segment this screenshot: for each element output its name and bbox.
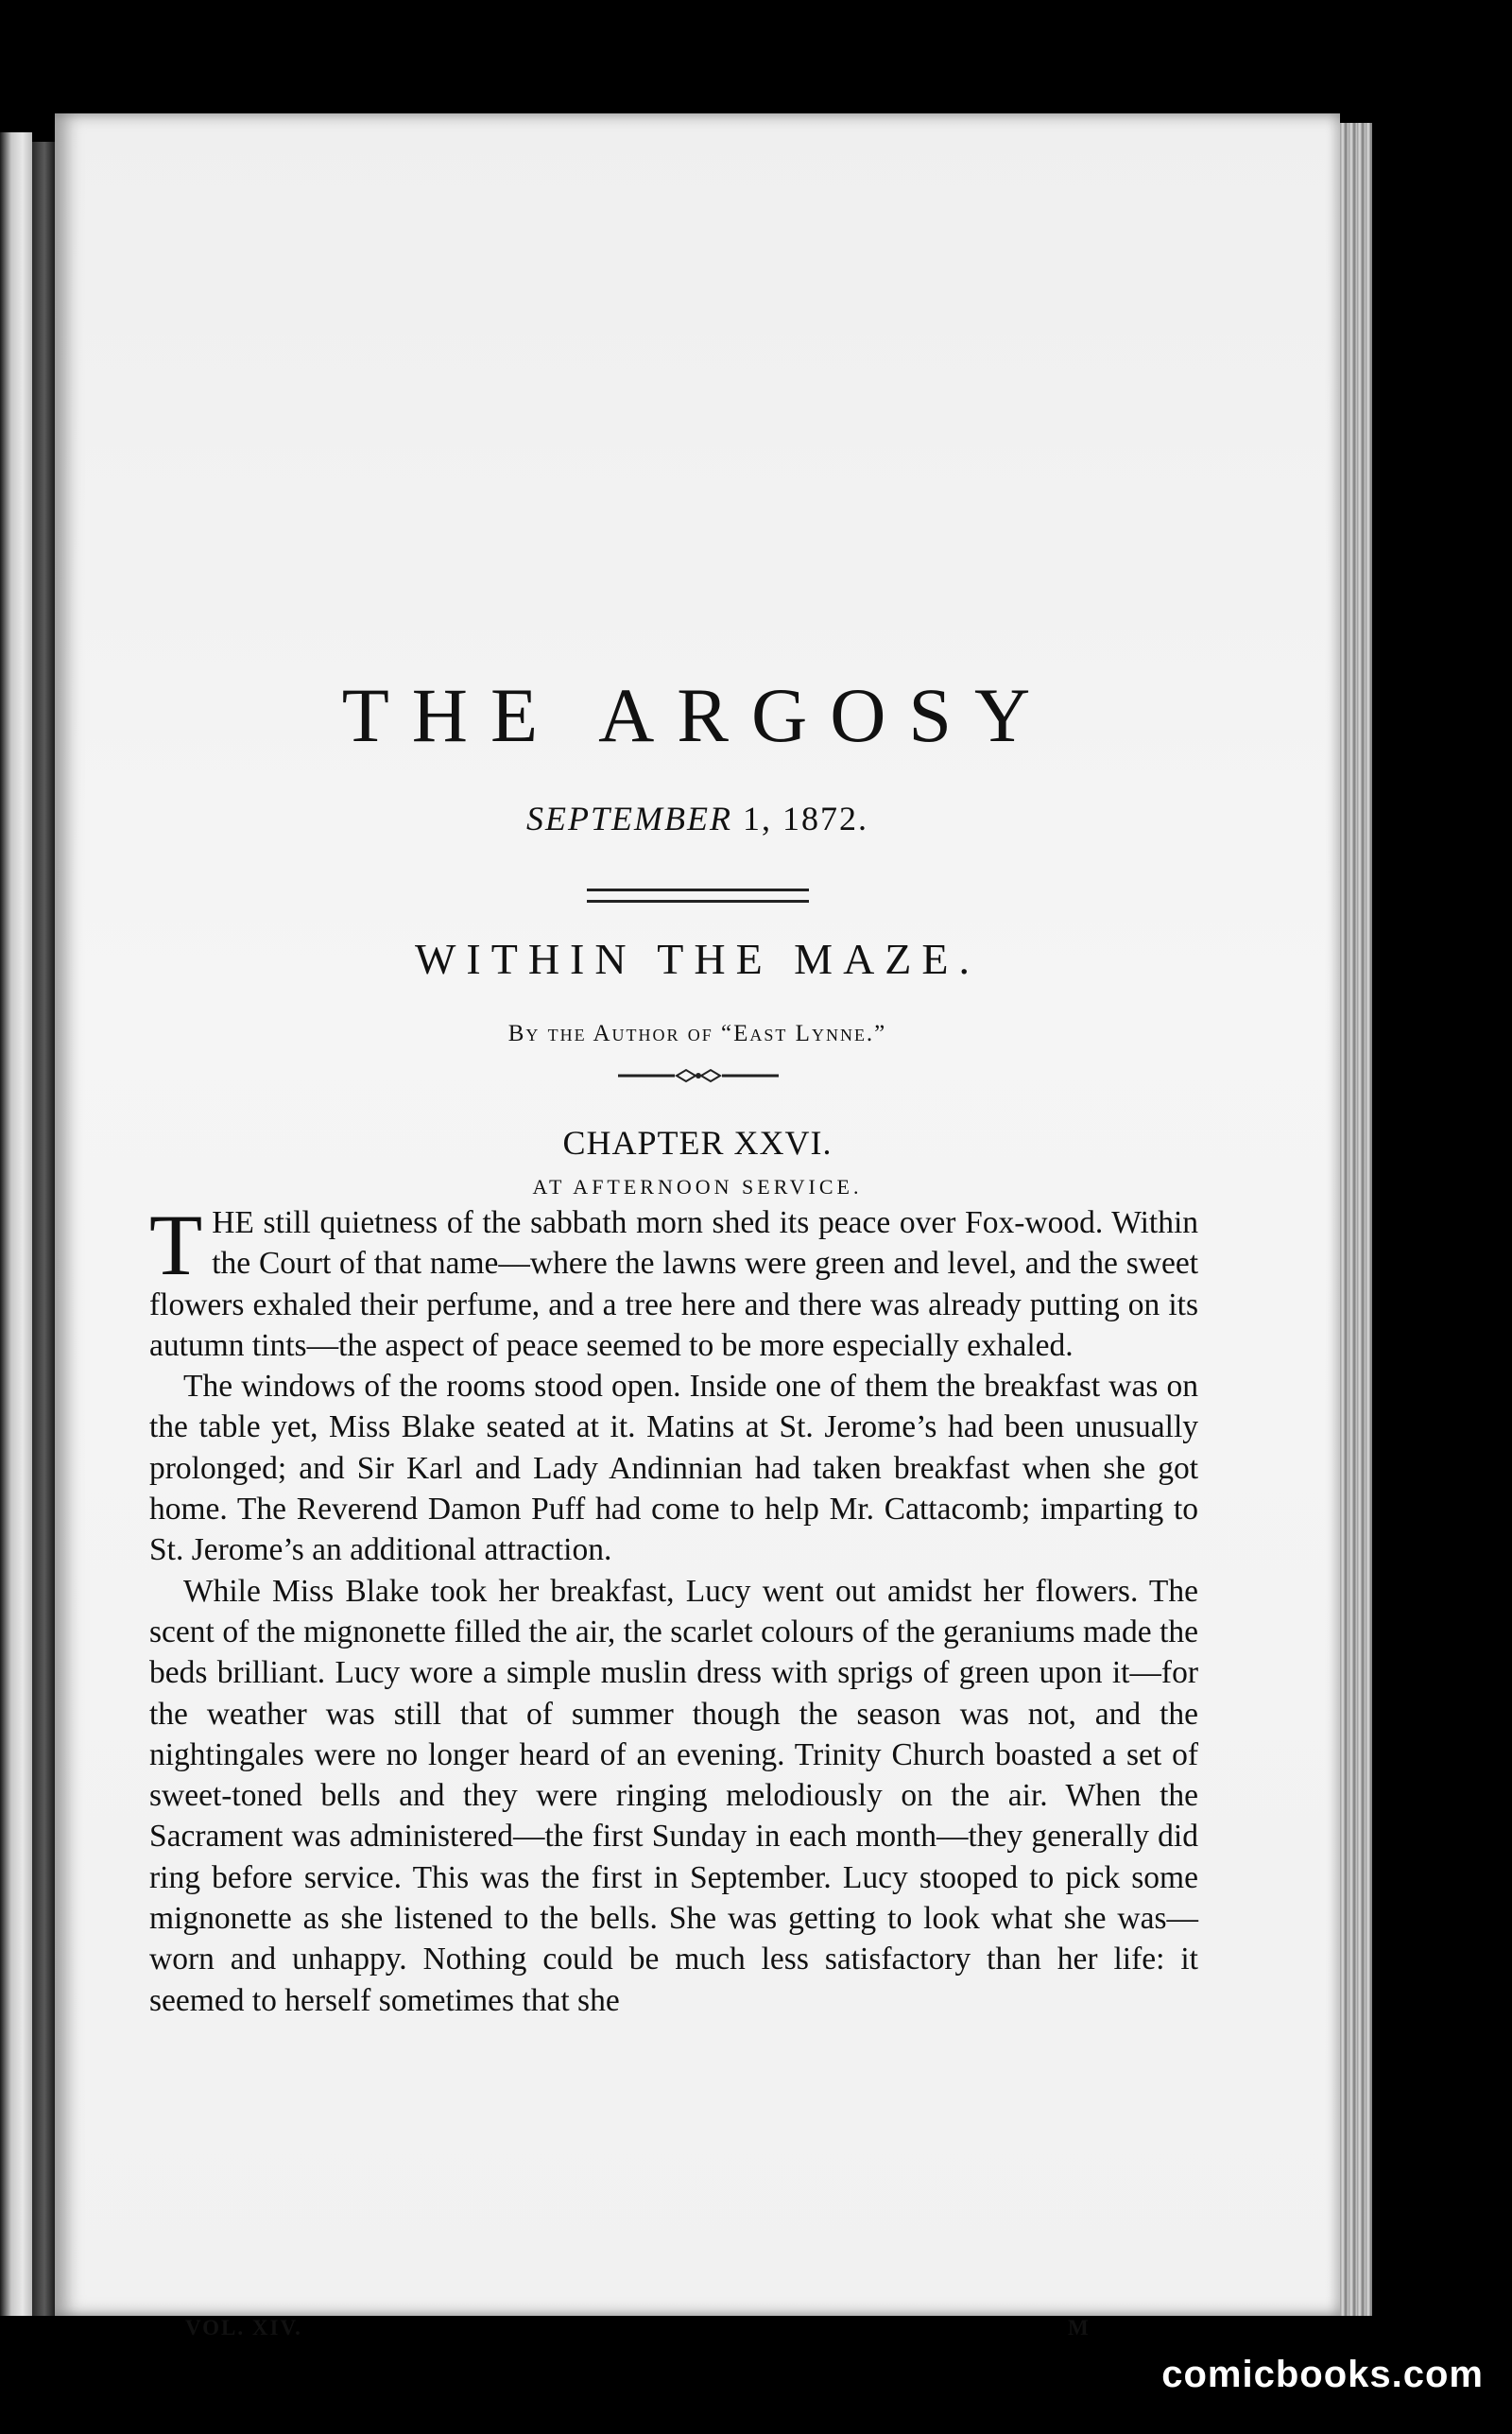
- byline: By the Author of “East Lynne.”: [507, 1021, 887, 1046]
- chapter-subtitle: AT AFTERNOON SERVICE.: [532, 1175, 863, 1199]
- watermark: comicbooks.com: [1161, 2354, 1484, 2395]
- book-page: [55, 113, 1340, 2339]
- issue-date: [55, 799, 1340, 838]
- body-text: [149, 1197, 1198, 2021]
- double-rule-divider: [587, 889, 809, 903]
- chapter-heading: CHAPTER XXVI.: [562, 1124, 833, 1162]
- left-page-edge: [0, 132, 32, 2316]
- book-spine: [32, 142, 57, 2316]
- page-stack-edge: [1340, 123, 1372, 2316]
- issue-month: SEPTEMBER: [526, 800, 732, 837]
- story-title: WITHIN THE MAZE.: [415, 935, 980, 983]
- ornament-divider: [618, 1062, 779, 1090]
- drop-cap: T: [149, 1197, 203, 1293]
- paragraph-2: The windows of the rooms stood open. Inside one of them the breakfast was on the table yet, Miss Blake seated at it. Matins at St. Jerome’s had been unusually prolonged; and Sir Karl and Lady Andinnian had taken breakfast when she got home. The Reverend Damon Puff had come to help Mr. Cattacomb; imparting to St. Jerome’s an additional attraction.: [149, 1369, 1198, 1568]
- paragraph-1-text: HE still quietness of the sabbath morn shed its peace over Fox-wood. Within the Court of that name—where the lawns were green and level, and the sweet flowers exhaled their perfume, and a tree here and there was already putting on its autumn tints—the aspect of peace seemed to be more especially exhaled.: [149, 1205, 1198, 1363]
- volume-signature: VOL. XIV.: [185, 2316, 302, 2339]
- paragraph-3: While Miss Blake took her breakfast, Lucy went out amidst her flowers. The scent of the mignonette filled the air, the scarlet colours of the geraniums made the beds brilliant. Lucy wore a simple muslin dress with sprigs of green upon it—for the weather was still that of summer though the season was not, and the nightingales were no longer heard of an evening. Trinity Church boasted a set of sweet-toned bells and they were ringing melodiously on the air. When the Sacrament was administered—the first Sunday in each month—they generally did ring before service. This was the first in September. Lucy stooped to pick some mignonette as she listened to the bells. She was getting to look what she was—worn and unhappy. Nothing could be much less satisfactory than her life: it seemed to herself sometimes that she: [149, 1573, 1198, 2018]
- signature-mark: M: [1068, 2316, 1089, 2339]
- magazine-masthead: THE ARGOSY: [341, 672, 1054, 758]
- paragraph-1: [149, 1197, 1198, 1366]
- issue-day-year: 1, 1872.: [731, 800, 868, 837]
